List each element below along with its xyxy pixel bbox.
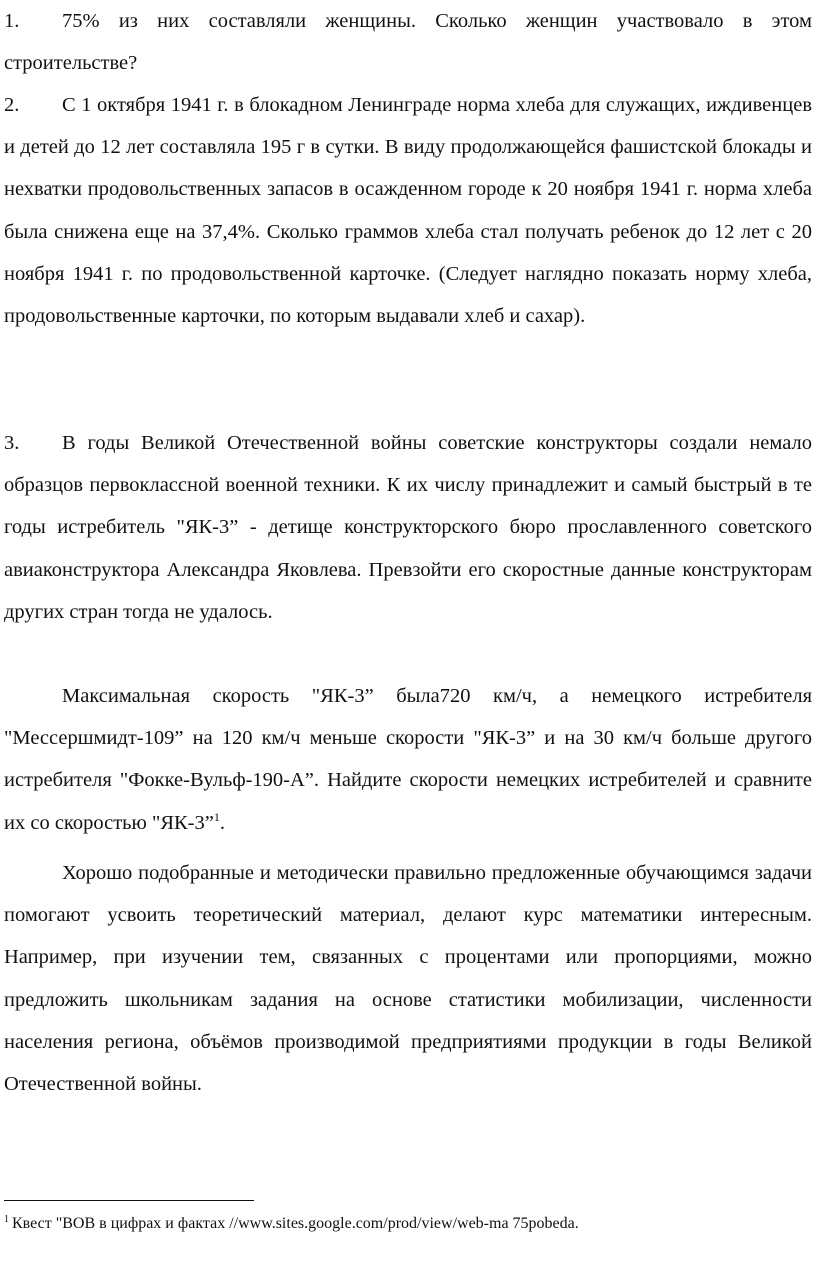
task-item-2 <box>4 84 812 337</box>
footnote-separator <box>4 1200 254 1201</box>
closing-paragraph <box>4 852 812 1105</box>
task-text: 75% из них составляли женщины. Сколько женщин участвовало в этом строительстве? <box>4 10 812 75</box>
task-number: 1. <box>4 10 20 32</box>
speed-paragraph <box>4 675 812 844</box>
task-number: 2. <box>4 94 20 116</box>
speed-text-end: . <box>219 811 225 834</box>
task-text: В годы Великой Отечественной войны советские конструкторы создали немало образцов первоклассной военной техники. К их числу принадлежит и самый быстрый в те годы истребитель "ЯК-3” - детище конструкторского бюро прославленного советского авиаконструктора Александра Яковлева. Превзойти его скоростные данные конструкторам других стран тогда не удалось. <box>4 432 812 623</box>
footnote <box>4 1212 812 1236</box>
task-text: С 1 октября 1941 г. в блокадном Ленинграде норма хлеба для служащих, иждивенцев и детей до 12 лет составляла 195 г в сутки. В виду продолжающейся фашистской блокады и нехватки продовольственных запасов в осажденном городе к 20 ноября 1941 г. норма хлеба была снижена еще на 37,4%. Сколько граммов хлеба стал получать ребенок до 12 лет с 20 ноября 1941 г. по продовольственной карточке. (Следует наглядно показать норму хлеба, продовольственные карточки, по которым выдавали хлеб и сахар). <box>4 94 812 328</box>
footnote-text: Квест "ВОВ в цифрах и фактах //www.sites.google.com/prod/view/web-ma 75pobeda. <box>12 1215 579 1232</box>
closing-text: Хорошо подобранные и методически правильно предложенные обучающимся задачи помогают усвоить теоретический материал, делают курс математики интересным. Например, при изучении тем, связанных с процентами или пропорциями, можно предложить школьникам задания на основе статистики мобилизации, численности населения региона, объёмов производимой предприятиями продукции в годы Великой Отечественной войны. <box>4 862 812 1096</box>
task-number: 3. <box>4 432 20 454</box>
task-item-1 <box>4 0 812 84</box>
footnote-mark: 1 <box>4 1213 9 1225</box>
footnote-ref[interactable]: 1 <box>213 809 220 824</box>
speed-text: Максимальная скорость "ЯК-3” была720 км/ч, а немецкого истребителя "Мессершмидт-109” на 120 км/ч меньше скорости "ЯК-3” и на 30 км/ч больше другого истребителя "Фокке-Вульф-190-А”. Найдите скорости немецких истребителей и сравните их со скоростью "ЯК-3” <box>4 685 812 834</box>
task-item-3 <box>4 422 812 633</box>
